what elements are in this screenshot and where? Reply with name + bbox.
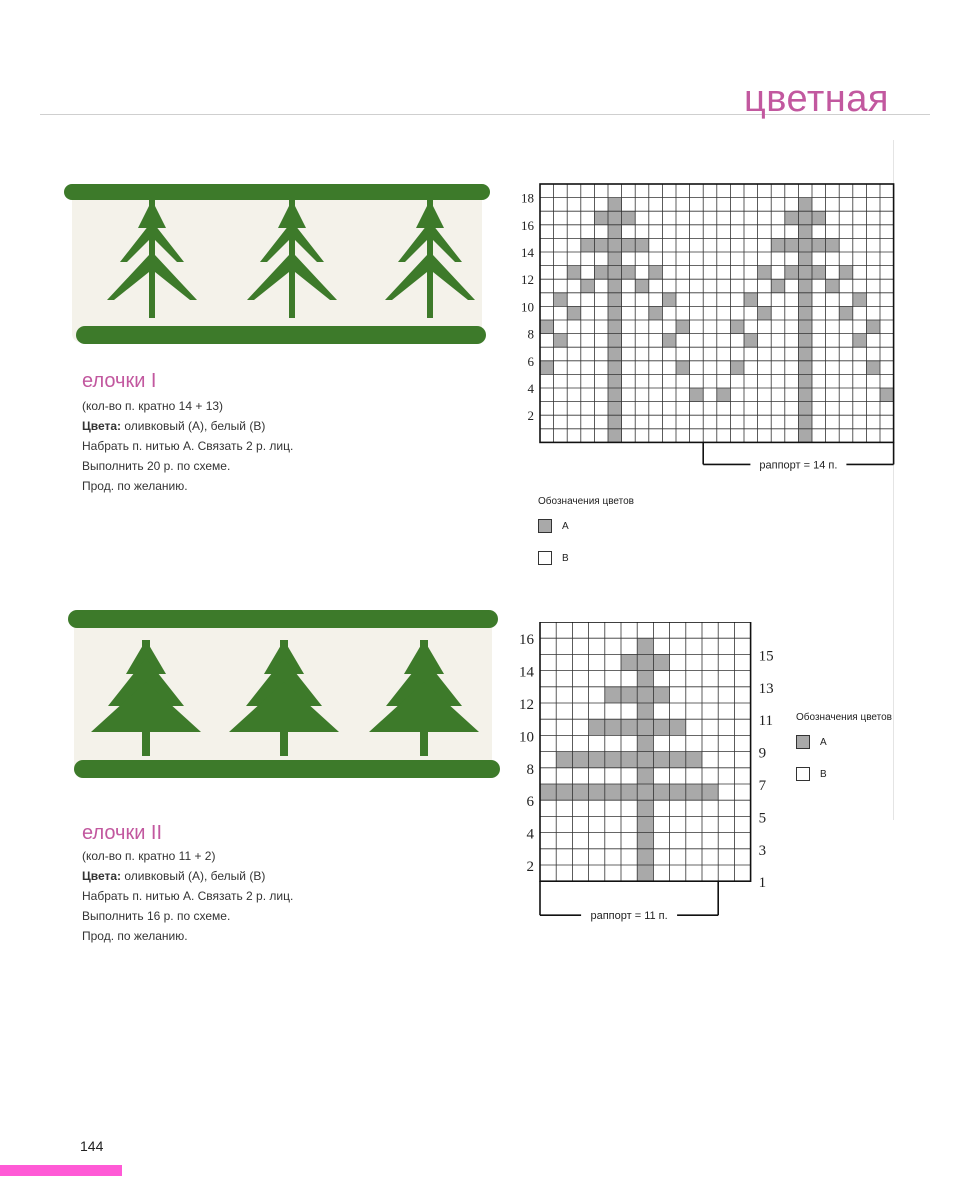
- desc-line: (кол-во п. кратно 14 + 13): [82, 399, 224, 413]
- chart-cell-a: [730, 320, 744, 334]
- desc-colors-line: [82, 866, 293, 886]
- chart-cell-a: [798, 279, 812, 293]
- chart-cell-a: [608, 198, 622, 212]
- chart-cell-a: [621, 752, 637, 768]
- colors-label: Цвета:: [82, 869, 122, 883]
- chart-cell-a: [589, 719, 605, 735]
- page-number: 144: [80, 1138, 104, 1154]
- chart-cell-a: [839, 266, 853, 280]
- chart-cell-a: [798, 374, 812, 388]
- chart-cell-a: [812, 211, 826, 225]
- chart-cell-a: [621, 719, 637, 735]
- color-legend-1: [538, 496, 634, 581]
- chart-cell-a: [608, 361, 622, 375]
- chart-cell-a: [653, 687, 669, 703]
- chart-cell-a: [581, 279, 595, 293]
- chart-cell-a: [540, 784, 556, 800]
- chart-cell-a: [839, 306, 853, 320]
- chart-cell-a: [653, 784, 669, 800]
- chart-cell-a: [785, 238, 799, 252]
- row-label: 5: [758, 810, 767, 827]
- chart-cell-a: [730, 361, 744, 375]
- row-label: 3: [758, 842, 767, 859]
- chart-cell-a: [608, 238, 622, 252]
- chart-cell-a: [637, 752, 653, 768]
- legend-item-a: [538, 517, 634, 535]
- row-label: 2: [527, 408, 534, 424]
- row-label: 11: [758, 713, 774, 730]
- chart-cell-a: [798, 306, 812, 320]
- pattern-title-2: елочки II: [82, 822, 163, 844]
- desc-line: Прод. по желанию.: [82, 479, 188, 493]
- row-label: 1: [758, 875, 767, 892]
- chart-cell-a: [635, 279, 649, 293]
- chart-cell-a: [798, 402, 812, 416]
- row-label: 16: [519, 632, 534, 649]
- chart-cell-a: [717, 388, 731, 402]
- chart-cell-a: [608, 374, 622, 388]
- chart-cell-a: [605, 752, 621, 768]
- chart-cell-a: [635, 238, 649, 252]
- chart-cell-a: [866, 361, 880, 375]
- chart-cell-a: [670, 784, 686, 800]
- chart-cell-a: [637, 735, 653, 751]
- desc-colors-line: [82, 416, 293, 436]
- chart-cell-a: [621, 687, 637, 703]
- chart-cell-a: [637, 800, 653, 816]
- chart-cell-a: [637, 687, 653, 703]
- desc-line: Прод. по желанию.: [82, 929, 188, 943]
- row-label: 12: [519, 697, 534, 713]
- chart-cell-a: [605, 687, 621, 703]
- chart-cell-a: [798, 293, 812, 307]
- swatch-a-icon: [538, 519, 552, 533]
- chart-cell-a: [853, 293, 867, 307]
- chart-cell-a: [662, 334, 676, 348]
- chart-cell-a: [608, 402, 622, 416]
- chart-cell-a: [690, 388, 704, 402]
- chart-cell-a: [621, 784, 637, 800]
- chart-cell-a: [826, 238, 840, 252]
- row-label: 14: [519, 664, 534, 681]
- chart-cell-a: [605, 719, 621, 735]
- pattern-title-1: елочки I: [82, 370, 157, 392]
- row-label: 14: [521, 245, 534, 260]
- color-legend-2: [796, 712, 892, 797]
- chart-cell-a: [589, 784, 605, 800]
- chart-cell-a: [567, 266, 581, 280]
- chart-cell-a: [608, 334, 622, 348]
- chart-cell-a: [608, 266, 622, 280]
- chart-cell-a: [676, 361, 690, 375]
- row-label: 7: [758, 778, 767, 794]
- chart-cell-a: [567, 306, 581, 320]
- chart-cell-a: [758, 306, 772, 320]
- chart-cell-a: [649, 306, 663, 320]
- chart-cell-a: [649, 266, 663, 280]
- chart-cell-a: [554, 334, 568, 348]
- colors-value: оливковый (A), белый (B): [124, 419, 266, 433]
- chart-cell-a: [798, 211, 812, 225]
- row-label: 8: [527, 326, 534, 342]
- chart-cell-a: [686, 784, 702, 800]
- chart-cell-a: [556, 784, 572, 800]
- row-label: 10: [519, 729, 534, 746]
- desc-line: Выполнить 16 р. по схеме.: [82, 909, 231, 923]
- legend-title: Обозначения цветов: [538, 496, 634, 507]
- legend-key: B: [562, 552, 569, 564]
- swatch-a-icon: [796, 735, 810, 749]
- pattern-description-1: [82, 396, 293, 496]
- row-label: 4: [527, 381, 534, 396]
- chart-cell-a: [653, 654, 669, 670]
- chart-cell-a: [812, 266, 826, 280]
- legend-title: Обозначения цветов: [796, 712, 892, 723]
- chart-cell-a: [637, 833, 653, 849]
- chart-cell-a: [676, 320, 690, 334]
- section-title: цветная: [744, 78, 889, 120]
- chart-cell-a: [826, 279, 840, 293]
- chart-cell-a: [744, 293, 758, 307]
- row-label: 12: [521, 272, 534, 288]
- knitting-chart-2: [510, 622, 800, 932]
- legend-key: A: [820, 736, 827, 748]
- legend-key: B: [820, 768, 827, 780]
- chart-cell-a: [572, 784, 588, 800]
- chart-cell-a: [608, 415, 622, 429]
- chart-cell-a: [798, 429, 812, 443]
- chart-cell-a: [540, 320, 554, 334]
- chart-cell-a: [771, 279, 785, 293]
- chart-cell-a: [637, 703, 653, 719]
- chart-cell-a: [662, 293, 676, 307]
- pattern-description-2: [82, 846, 293, 946]
- row-label: 18: [521, 190, 534, 206]
- chart-cell-a: [608, 252, 622, 266]
- chart-cell-a: [540, 361, 554, 375]
- row-label: 10: [521, 299, 534, 315]
- knit-swatch-2: [66, 606, 502, 786]
- chart-cell-a: [637, 865, 653, 881]
- chart-cell-a: [637, 671, 653, 687]
- chart-cell-a: [758, 266, 772, 280]
- page-accent-bar: [0, 1165, 122, 1176]
- chart-cell-a: [744, 334, 758, 348]
- chart-cell-a: [622, 266, 636, 280]
- chart-cell-a: [637, 816, 653, 832]
- chart-cell-a: [608, 211, 622, 225]
- chart-cell-a: [785, 266, 799, 280]
- row-label: 9: [758, 745, 767, 762]
- chart-cell-a: [798, 225, 812, 239]
- row-label: 15: [758, 648, 774, 665]
- legend-item-b: [538, 549, 634, 567]
- chart-cell-a: [594, 211, 608, 225]
- chart-cell-a: [686, 752, 702, 768]
- chart-cell-a: [622, 211, 636, 225]
- row-label: 2: [526, 859, 534, 875]
- desc-line: Набрать п. нитью A. Связать 2 р. лиц.: [82, 889, 294, 903]
- chart-cell-a: [866, 320, 880, 334]
- chart-cell-a: [653, 752, 669, 768]
- chart-cell-a: [622, 238, 636, 252]
- row-label: 6: [526, 794, 534, 811]
- row-label: 6: [527, 353, 534, 369]
- colors-label: Цвета:: [82, 419, 122, 433]
- chart-cell-a: [785, 211, 799, 225]
- row-label: 13: [758, 680, 774, 697]
- chart-cell-a: [589, 752, 605, 768]
- chart-cell-a: [798, 347, 812, 361]
- chart-cell-a: [771, 238, 785, 252]
- chart-cell-a: [637, 719, 653, 735]
- chart-cell-a: [608, 347, 622, 361]
- chart-cell-a: [572, 752, 588, 768]
- colors-value: оливковый (A), белый (B): [124, 869, 266, 883]
- chart-cell-a: [608, 225, 622, 239]
- legend-item-b: [796, 765, 892, 783]
- chart-cell-a: [594, 266, 608, 280]
- chart-cell-a: [637, 768, 653, 784]
- chart-cell-a: [798, 266, 812, 280]
- chart-cell-a: [554, 293, 568, 307]
- chart-cell-a: [637, 849, 653, 865]
- chart-cell-a: [608, 306, 622, 320]
- chart-cell-a: [798, 238, 812, 252]
- knit-swatch-1: [62, 178, 492, 350]
- knitting-chart-1: [510, 178, 910, 478]
- legend-key: A: [562, 520, 569, 532]
- swatch-b-icon: [796, 767, 810, 781]
- chart-cell-a: [605, 784, 621, 800]
- chart-cell-a: [637, 654, 653, 670]
- chart-cell-a: [608, 279, 622, 293]
- chart-cell-a: [670, 719, 686, 735]
- chart-cell-a: [621, 654, 637, 670]
- chart-cell-a: [653, 719, 669, 735]
- chart-cell-a: [798, 320, 812, 334]
- chart-cell-a: [798, 361, 812, 375]
- chart-cell-a: [853, 334, 867, 348]
- desc-line: (кол-во п. кратно 11 + 2): [82, 849, 216, 863]
- chart-cell-a: [556, 752, 572, 768]
- chart-cell-a: [608, 429, 622, 443]
- desc-line: Выполнить 20 р. по схеме.: [82, 459, 231, 473]
- chart-cell-a: [812, 238, 826, 252]
- chart-cell-a: [798, 388, 812, 402]
- chart-cell-a: [798, 198, 812, 212]
- chart-cell-a: [670, 752, 686, 768]
- chart-cell-a: [880, 388, 894, 402]
- legend-item-a: [796, 733, 892, 751]
- chart-cell-a: [608, 320, 622, 334]
- chart-cell-a: [608, 293, 622, 307]
- row-label: 4: [526, 826, 534, 843]
- chart-cell-a: [581, 238, 595, 252]
- chart-cell-a: [594, 238, 608, 252]
- swatch-b-icon: [538, 551, 552, 565]
- chart-cell-a: [608, 388, 622, 402]
- row-label: 16: [521, 217, 534, 233]
- repeat-label: раппорт = 14 п.: [759, 459, 838, 472]
- desc-line: Набрать п. нитью A. Связать 2 р. лиц.: [82, 439, 294, 453]
- chart-cell-a: [702, 784, 718, 800]
- repeat-label: раппорт = 11 п.: [590, 910, 668, 923]
- chart-cell-a: [637, 784, 653, 800]
- chart-cell-a: [798, 415, 812, 429]
- chart-cell-a: [798, 252, 812, 266]
- row-label: 8: [526, 761, 534, 778]
- chart-cell-a: [798, 334, 812, 348]
- chart-cell-a: [637, 638, 653, 654]
